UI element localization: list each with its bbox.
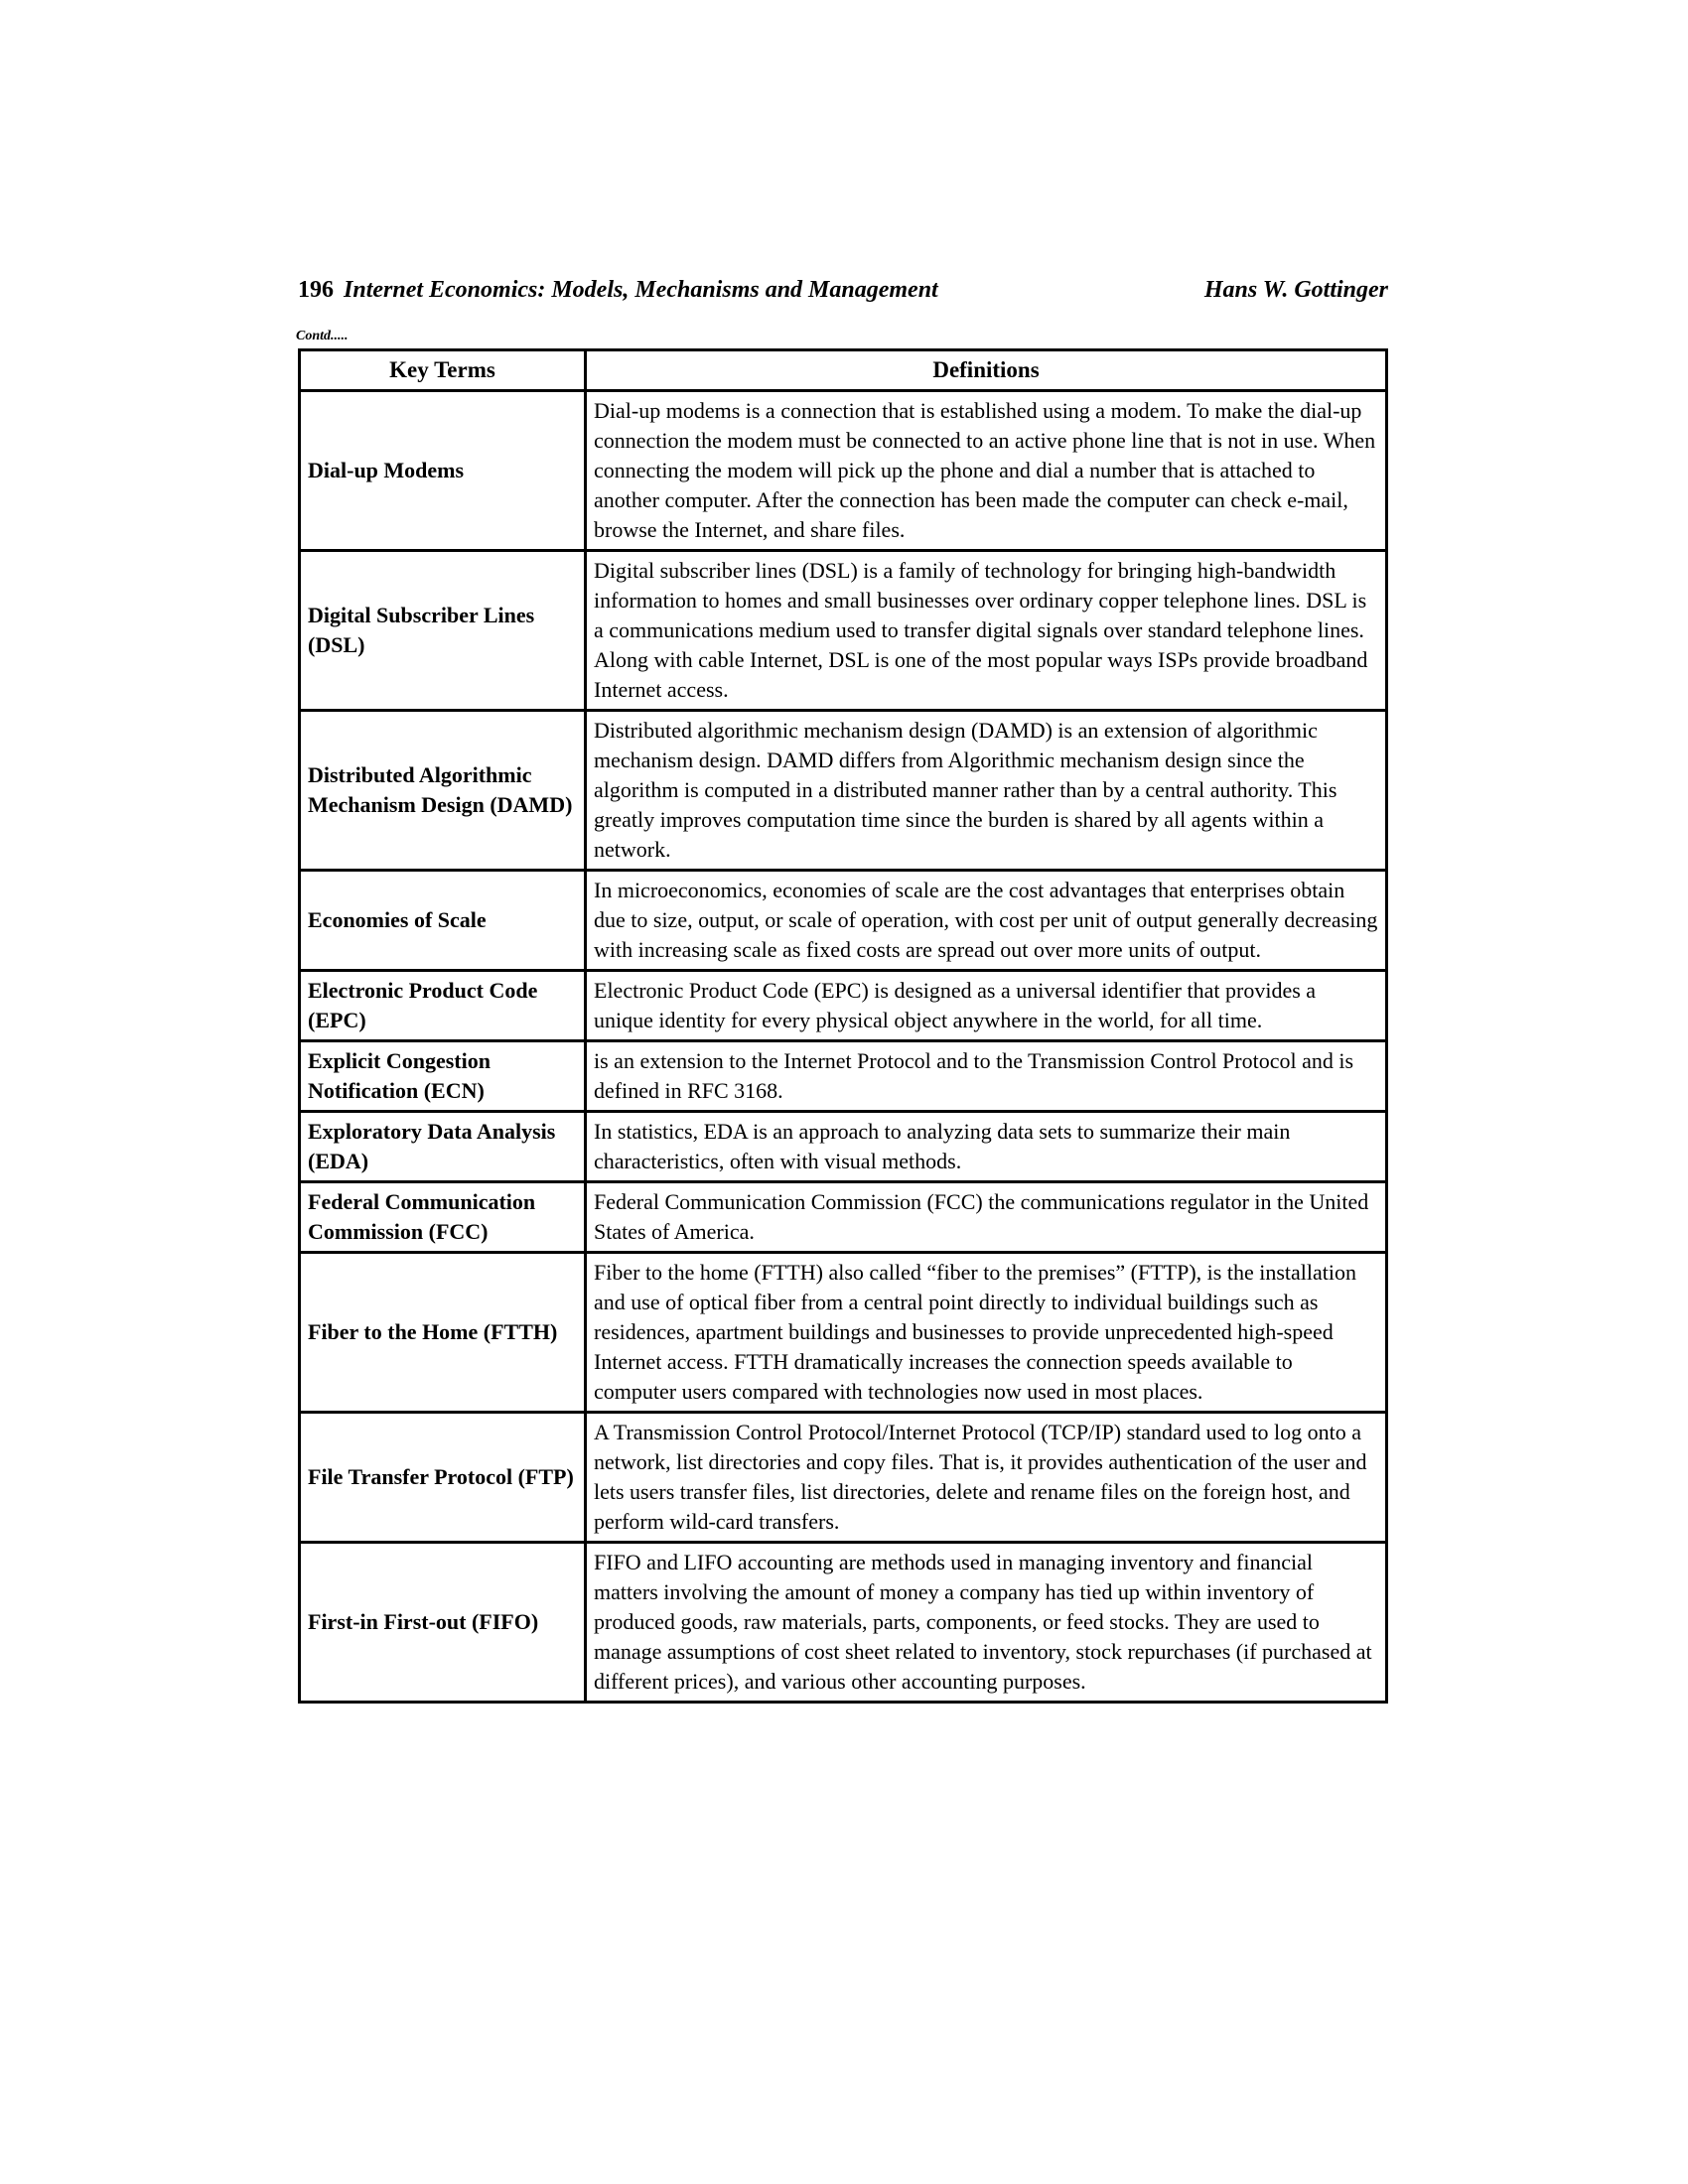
definition-cell: A Transmission Control Protocol/Internet Protocol (TCP/IP) standard used to log onto a network, list directories and copy files. That is, it provides authentication of the user and lets users transfer files, list directories, delete and rename files on the foreign host, and perform wild-card transfers. (586, 1413, 1387, 1543)
key-terms-table (298, 348, 1388, 1704)
term-cell: First-in First-out (FIFO) (300, 1543, 586, 1703)
page-number: 196 (298, 277, 334, 303)
table-row (300, 1041, 1387, 1112)
definition-cell: FIFO and LIFO accounting are methods used in managing inventory and financial matters involving the amount of money a company has tied up within inventory of produced goods, raw materials, parts, components, or feed stocks. They are used to manage assumptions of cost sheet related to inventory, stock repurchases (if purchased at different prices), and various other accounting purposes. (586, 1543, 1387, 1703)
term-cell: File Transfer Protocol (FTP) (300, 1413, 586, 1543)
table-row (300, 1413, 1387, 1543)
table-row (300, 871, 1387, 971)
table-row (300, 1253, 1387, 1413)
table-row (300, 551, 1387, 711)
term-cell: Explicit Congestion Notification (ECN) (300, 1041, 586, 1112)
table-row (300, 1543, 1387, 1703)
table-row (300, 1112, 1387, 1182)
term-cell: Federal Communication Commission (FCC) (300, 1182, 586, 1253)
table-row (300, 711, 1387, 871)
key-terms-header: Key Terms (300, 350, 586, 391)
term-cell: Economies of Scale (300, 871, 586, 971)
running-head (298, 272, 1388, 308)
table-row (300, 391, 1387, 551)
term-cell: Distributed Algorithmic Mechanism Design (DAMD) (300, 711, 586, 871)
book-title: Internet Economics: Models, Mechanisms and Management (344, 277, 938, 303)
definition-cell: Fiber to the home (FTTH) also called “fiber to the premises” (FTTP), is the installation and use of optical fiber from a central point directly to individual buildings such as residences, apartment buildings and businesses to provide unprecedented high-speed Internet access. FTTH dramatically increases the connection speeds available to computer users compared with technologies now used in most places. (586, 1253, 1387, 1413)
term-cell: Electronic Product Code (EPC) (300, 971, 586, 1041)
term-cell: Exploratory Data Analysis (EDA) (300, 1112, 586, 1182)
term-cell: Fiber to the Home (FTTH) (300, 1253, 586, 1413)
definition-cell: In microeconomics, economies of scale are the cost advantages that enterprises obtain due to size, output, or scale of operation, with cost per unit of output generally decreasing with increasing scale as fixed costs are spread out over more units of output. (586, 871, 1387, 971)
definition-cell: is an extension to the Internet Protocol and to the Transmission Control Protocol and is defined in RFC 3168. (586, 1041, 1387, 1112)
definition-cell: Dial-up modems is a connection that is established using a modem. To make the dial-up connection the modem must be connected to an active phone line that is not in use. When connecting the modem will pick up the phone and dial a number that is attached to another computer. After the connection has been made the computer can check e-mail, browse the Internet, and share files. (586, 391, 1387, 551)
table-row (300, 971, 1387, 1041)
table-row (300, 1182, 1387, 1253)
definition-cell: Distributed algorithmic mechanism design (DAMD) is an extension of algorithmic mechanism design. DAMD differs from Algorithmic mechanism design since the algorithm is computed in a distributed manner rather than by a central authority. This greatly improves computation time since the burden is shared by all agents within a network. (586, 711, 1387, 871)
term-cell: Dial-up Modems (300, 391, 586, 551)
definition-cell: Electronic Product Code (EPC) is designed as a universal identifier that provides a unique identity for every physical object anywhere in the world, for all time. (586, 971, 1387, 1041)
definition-cell: Digital subscriber lines (DSL) is a family of technology for bringing high-bandwidth information to homes and small businesses over ordinary copper telephone lines. DSL is a communications medium used to transfer digital signals over standard telephone lines. Along with cable Internet, DSL is one of the most popular ways ISPs provide broadband Internet access. (586, 551, 1387, 711)
definitions-header: Definitions (586, 350, 1387, 391)
term-cell: Digital Subscriber Lines (DSL) (300, 551, 586, 711)
definition-cell: Federal Communication Commission (FCC) the communications regulator in the United States of America. (586, 1182, 1387, 1253)
definition-cell: In statistics, EDA is an approach to analyzing data sets to summarize their main characteristics, often with visual methods. (586, 1112, 1387, 1182)
author-name: Hans W. Gottinger (1203, 277, 1388, 303)
table-header-row (300, 350, 1387, 391)
continued-label: Contd..... (296, 329, 349, 343)
